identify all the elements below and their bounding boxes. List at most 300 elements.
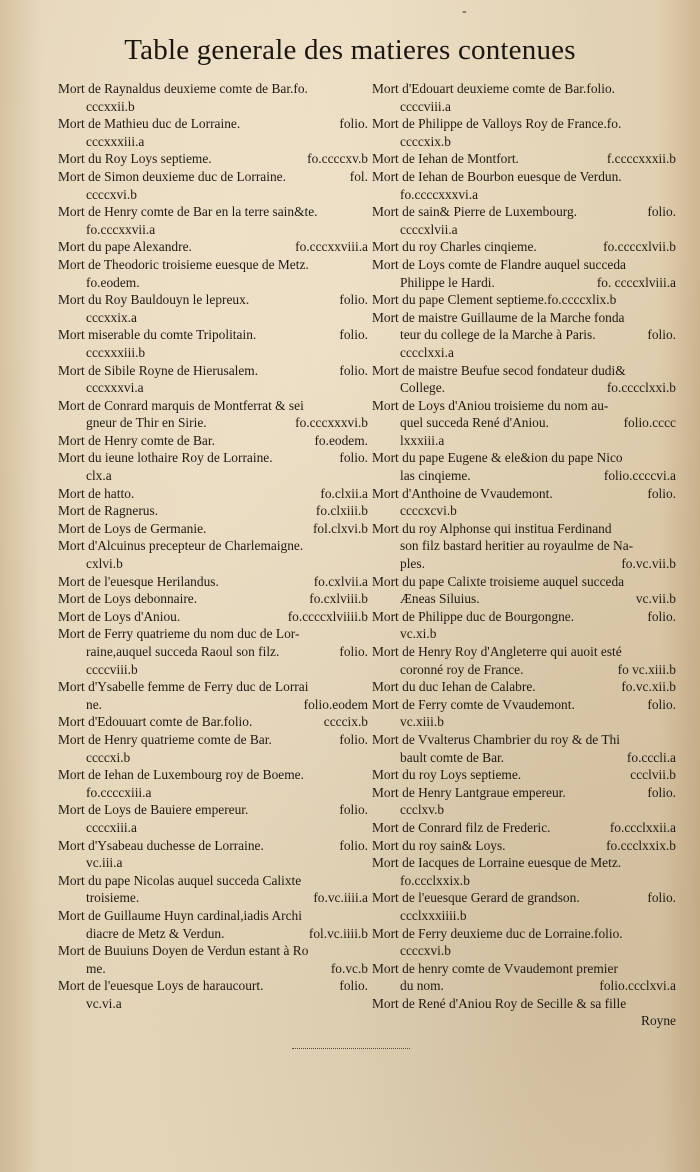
- entry-line: [58, 977, 368, 995]
- entry-line: [372, 678, 676, 696]
- entry-text: Mort de l'euesque Loys de haraucourt.: [58, 978, 264, 994]
- folio-reference: folio.: [647, 327, 676, 343]
- entry-text: Mort de Mathieu duc de Lorraine.: [58, 116, 241, 132]
- entry-text: ccccxlvii.a: [400, 221, 458, 237]
- entry-continuation-line: [372, 537, 676, 555]
- entry-line: [58, 203, 368, 221]
- folio-reference: folio.eodem: [303, 696, 368, 712]
- entry-continuation-line: [58, 784, 368, 802]
- entry-text: gneur de Thir en Sirie.: [86, 415, 207, 431]
- entry-continuation-line: [372, 977, 676, 995]
- entry-text: quel succeda René d'Aniou.: [400, 415, 549, 431]
- entry-text: Mort de Henry quatrieme comte de Bar.: [58, 731, 272, 747]
- entry-continuation-line: [58, 274, 368, 292]
- entry-text: Mort de Iehan de Luxembourg roy de Boeme.: [58, 767, 304, 783]
- folio-reference: folio.: [647, 696, 676, 712]
- entry-continuation-line: [372, 432, 676, 450]
- index-entry: [58, 731, 368, 766]
- entry-line: [58, 291, 368, 309]
- index-entry: [372, 925, 676, 960]
- folio-reference: fol.vc.iiii.b: [308, 925, 368, 941]
- folio-reference: fol.clxvi.b: [312, 520, 368, 536]
- entry-text: Mort de Loys d'Aniou troisieme du nom au-: [372, 397, 609, 413]
- entry-text: Mort du Roy Loys septieme.: [58, 151, 212, 167]
- entry-line: [58, 502, 368, 520]
- index-entry: [58, 291, 368, 326]
- entry-continuation-line: [58, 643, 368, 661]
- folio-reference: fo.cccli.a: [626, 749, 676, 765]
- folio-reference: fo.vc.iiii.a: [313, 890, 368, 906]
- index-entry: [372, 678, 676, 696]
- entry-line: [372, 643, 676, 661]
- entry-line: [372, 362, 676, 380]
- entry-text: Mort du pape Calixte troisieme auquel succeda: [372, 573, 625, 589]
- entry-text: Mort de Vvalterus Chambrier du roy & de Thi: [372, 731, 620, 747]
- index-entry: [372, 150, 676, 168]
- folio-reference: folio.: [647, 890, 676, 906]
- entry-text: Mort de Loys debonnaire.: [58, 591, 198, 607]
- entry-text: ccccviii.a: [400, 98, 451, 114]
- entry-continuation-line: [372, 555, 676, 573]
- index-entry: [58, 432, 368, 450]
- entry-continuation-line: [372, 133, 676, 151]
- entry-continuation-line: [58, 749, 368, 767]
- index-entry: [58, 115, 368, 150]
- entry-line: [58, 608, 368, 626]
- folio-reference: ccclvii.b: [630, 767, 676, 783]
- entry-text: Mort de Ragnerus.: [58, 503, 159, 519]
- index-entry: [58, 520, 368, 538]
- folio-reference: fo.vc.b: [330, 960, 368, 976]
- entry-text: Æneas Siluius.: [400, 591, 480, 607]
- entry-line: [372, 819, 676, 837]
- entry-line: [58, 80, 368, 98]
- entry-text: Mort de Sibile Royne de Hierusalem.: [58, 362, 259, 378]
- entry-text: Mort de l'euesque Gerard de grandson.: [372, 890, 580, 906]
- entry-line: [58, 625, 368, 643]
- entry-continuation-line: [58, 889, 368, 907]
- entry-continuation-line: [372, 713, 676, 731]
- entry-continuation-line: [372, 98, 676, 116]
- entry-text: College.: [400, 380, 445, 396]
- entry-continuation-line: [372, 625, 676, 643]
- entry-text: Mort de henry comte de Vvaudemont premier: [372, 960, 618, 976]
- entry-line: [58, 590, 368, 608]
- folio-reference: fo.clxii.a: [320, 485, 368, 501]
- entry-text: Mort du pape Alexandre.: [58, 239, 192, 255]
- entry-text: clx.a: [86, 468, 112, 484]
- entry-continuation-line: [372, 467, 676, 485]
- entry-text: Mort d'Ysabelle femme de Ferry duc de Lorrai: [58, 679, 309, 695]
- entry-continuation-line: [58, 995, 368, 1013]
- entry-line: [58, 362, 368, 380]
- entry-line: [372, 854, 676, 872]
- entry-line: [372, 309, 676, 327]
- entry-line: [372, 203, 676, 221]
- entry-text: cccxxix.a: [86, 309, 137, 325]
- index-entry: [372, 168, 676, 203]
- entry-line: [372, 520, 676, 538]
- entry-text: Mort de hatto.: [58, 485, 135, 501]
- folio-reference: folio.: [339, 327, 368, 343]
- entry-text: ples.: [400, 556, 425, 572]
- index-entry: [58, 397, 368, 432]
- index-entry: [58, 713, 368, 731]
- entry-text: ccccxvi.b: [400, 943, 451, 959]
- entry-line: [372, 485, 676, 503]
- entry-text: Mort de Theodoric troisieme euesque de Metz.: [58, 256, 309, 272]
- folio-reference: fol.: [349, 168, 368, 184]
- folio-reference: fo.ccclxxii.a: [609, 819, 676, 835]
- entry-text: ne.: [86, 696, 102, 712]
- entry-text: Mort d'Ysabeau duchesse de Lorraine.: [58, 837, 264, 853]
- index-entry: [58, 238, 368, 256]
- entry-continuation-line: [58, 854, 368, 872]
- index-entry: [58, 203, 368, 238]
- entry-text: cccxxii.b: [86, 98, 135, 114]
- entry-line: [372, 837, 676, 855]
- entry-text: du nom.: [400, 978, 444, 994]
- index-entry: [58, 942, 368, 977]
- entry-text: Philippe le Hardi.: [400, 274, 495, 290]
- entry-line: [58, 432, 368, 450]
- entry-text: Mort de sain& Pierre de Luxembourg.: [372, 204, 578, 220]
- entry-line: [372, 238, 676, 256]
- index-entry: [58, 678, 368, 713]
- entry-line: [372, 925, 676, 943]
- entry-continuation-line: [58, 467, 368, 485]
- entry-line: [58, 713, 368, 731]
- entry-text: Mort de Conrard filz de Frederic.: [372, 819, 551, 835]
- folio-reference: folio.ccccvi.a: [603, 468, 676, 484]
- folio-reference: folio.: [339, 802, 368, 818]
- entry-line: [58, 520, 368, 538]
- index-entry: [372, 362, 676, 397]
- entry-text: coronné roy de France.: [400, 661, 524, 677]
- folio-reference: folio.: [339, 837, 368, 853]
- entry-text: Mort de Philippe de Valloys Roy de France.fo.: [372, 116, 622, 132]
- index-entry: [372, 309, 676, 362]
- entry-text: vc.xi.b: [400, 626, 437, 642]
- folio-reference: fo.vc.vii.b: [621, 556, 676, 572]
- index-entry: [58, 502, 368, 520]
- entry-continuation-line: [372, 907, 676, 925]
- entry-continuation-line: [372, 1012, 676, 1030]
- folio-reference: folio.: [339, 362, 368, 378]
- entry-text: raine,auquel succeda Raoul son filz.: [86, 644, 280, 659]
- folio-reference: folio.: [339, 731, 368, 747]
- entry-line: [58, 449, 368, 467]
- index-entry: [58, 485, 368, 503]
- entry-continuation-line: [58, 960, 368, 978]
- entry-text: las cinqieme.: [400, 468, 471, 484]
- index-entry: [372, 784, 676, 819]
- index-entry: [372, 203, 676, 238]
- folio-reference: Royne: [641, 1013, 676, 1029]
- entry-line: [58, 801, 368, 819]
- entry-line: [58, 150, 368, 168]
- entry-text: vc.xiii.b: [400, 714, 444, 730]
- entry-continuation-line: [372, 186, 676, 204]
- folio-reference: folio.cccc: [623, 415, 676, 431]
- entry-continuation-line: [58, 98, 368, 116]
- entry-text: Mort du roy sain& Loys.: [372, 837, 506, 853]
- index-entry: [58, 573, 368, 591]
- entry-line: [58, 485, 368, 503]
- entry-line: [372, 115, 676, 133]
- index-entry: [58, 537, 368, 572]
- entry-text: Mort d'Edouuart comte de Bar.folio.: [58, 714, 253, 730]
- index-entry: [372, 643, 676, 678]
- entry-text: Mort de l'euesque Herilandus.: [58, 573, 219, 589]
- entry-text: Mort du pape Nicolas auquel succeda Calixte: [58, 872, 302, 888]
- folio-reference: fo.cxlvii.a: [313, 573, 368, 589]
- entry-line: [372, 291, 676, 309]
- entry-text: Mort de maistre Beufue secod fondateur dudi&: [372, 362, 626, 378]
- entry-continuation-line: [58, 819, 368, 837]
- entry-line: [372, 150, 676, 168]
- entry-text: cccclxxi.a: [400, 344, 454, 360]
- folio-reference: f.ccccxxxii.b: [606, 151, 676, 167]
- entry-text: vc.iii.a: [86, 855, 123, 871]
- index-entry: [372, 995, 676, 1030]
- entry-text: Mort du roy Alphonse qui institua Ferdinand: [372, 520, 612, 536]
- index-entry: [58, 256, 368, 291]
- index-entry: [58, 907, 368, 942]
- entry-text: Mort du ieune lothaire Roy de Lorraine.: [58, 450, 273, 466]
- entry-text: Mort de Loys comte de Flandre auquel succeda: [372, 256, 626, 272]
- entry-text: Mort du pape Clement septieme.fo.ccccxlix.b: [372, 292, 617, 308]
- entry-text: Mort de Ferry deuxieme duc de Lorraine.folio.: [372, 925, 623, 941]
- entry-text: cxlvi.b: [86, 556, 123, 572]
- entry-continuation-line: [58, 414, 368, 432]
- entry-text: fo.ccccxiii.a: [86, 784, 152, 800]
- index-entry: [372, 960, 676, 995]
- index-entry: [58, 837, 368, 872]
- index-entry: [58, 977, 368, 1012]
- entry-text: diacre de Metz & Verdun.: [86, 925, 225, 941]
- folio-reference: folio.: [339, 116, 368, 132]
- entry-continuation-line: [372, 379, 676, 397]
- index-entry: [372, 766, 676, 784]
- entry-text: Mort de Loys de Bauiere empereur.: [58, 802, 249, 818]
- folio-reference: fo.ccclxxix.b: [606, 837, 676, 853]
- index-entry: [58, 766, 368, 801]
- entry-text: Mort de Conrard marquis de Montferrat & sei: [58, 397, 304, 413]
- entry-text: bault comte de Bar.: [400, 749, 505, 765]
- entry-text: Mort du duc Iehan de Calabre.: [372, 679, 536, 695]
- folio-reference: folio.: [339, 450, 368, 466]
- entry-line: [372, 995, 676, 1013]
- entry-text: Mort miserable du comte Tripolitain.: [58, 327, 257, 343]
- entry-text: Mort de Henry Lantgraue empereur.: [372, 784, 566, 800]
- entry-text: Mort de Henry Roy d'Angleterre qui auoit esté: [372, 644, 622, 659]
- index-entry: [372, 449, 676, 484]
- entry-text: Mort de Henry comte de Bar.: [58, 432, 215, 448]
- entry-text: cccxxxiii.a: [86, 133, 145, 149]
- entry-line: [372, 573, 676, 591]
- folio-reference: folio.: [647, 204, 676, 220]
- entry-text: Mort de Iehan de Bourbon euesque de Verdun.: [372, 168, 622, 184]
- index-entry: [58, 326, 368, 361]
- folio-reference: folio.: [339, 978, 368, 994]
- entry-text: Mort d'Edouart deuxieme comte de Bar.folio.: [372, 81, 616, 96]
- folio-reference: folio.: [339, 644, 368, 659]
- entry-continuation-line: [372, 872, 676, 890]
- entry-line: [372, 731, 676, 749]
- entry-continuation-line: [372, 661, 676, 679]
- entry-text: ccccxiii.a: [86, 819, 137, 835]
- entry-continuation-line: [58, 186, 368, 204]
- entry-text: me.: [86, 960, 106, 976]
- entry-line: [58, 326, 368, 344]
- entry-continuation-line: [372, 274, 676, 292]
- entry-text: cccxxxiii.b: [86, 344, 146, 360]
- index-entry: [372, 819, 676, 837]
- entry-text: Mort de Raynaldus deuxieme comte de Bar.fo.: [58, 81, 308, 96]
- folio-reference: fo.cccclxxi.b: [606, 380, 676, 396]
- entry-text: Mort de Henry comte de Bar en la terre sain&te.: [58, 204, 318, 220]
- entry-line: [372, 696, 676, 714]
- entry-line: [58, 837, 368, 855]
- entry-line: [58, 537, 368, 555]
- entry-line: [372, 960, 676, 978]
- index-entry: [58, 872, 368, 907]
- entry-text: fo.eodem.: [86, 274, 140, 290]
- entry-continuation-line: [372, 801, 676, 819]
- folio-reference: vc.vii.b: [635, 591, 676, 607]
- entry-text: Mort de Philippe duc de Bourgongne.: [372, 608, 575, 624]
- entry-continuation-line: [58, 133, 368, 151]
- entry-text: ccclxxxiiii.b: [400, 907, 467, 923]
- entry-text: lxxxiii.a: [400, 432, 445, 448]
- index-entry: [58, 168, 368, 203]
- entry-continuation-line: [58, 925, 368, 943]
- index-entry: [372, 80, 676, 115]
- entry-text: Mort du roy Charles cinqieme.: [372, 239, 537, 255]
- entry-continuation-line: [372, 749, 676, 767]
- folio-reference: fo.cccxxviii.a: [295, 239, 368, 255]
- entry-text: Mort de Loys de Germanie.: [58, 520, 207, 536]
- folio-reference: fo.ccccxv.b: [307, 151, 368, 167]
- entry-text: Mort de Iacques de Lorraine euesque de Metz.: [372, 855, 622, 871]
- index-entry: [372, 520, 676, 573]
- entry-text: ccccxix.b: [400, 133, 451, 149]
- index-entry: [372, 115, 676, 150]
- folio-reference: fo. ccccxlviii.a: [596, 274, 676, 290]
- entry-text: ccccxcvi.b: [400, 503, 457, 519]
- entry-line: [372, 784, 676, 802]
- entry-line: [372, 80, 676, 98]
- folio-reference: fo.ccccxlviiii.b: [287, 608, 368, 624]
- entry-continuation-line: [372, 326, 676, 344]
- left-column: [58, 80, 368, 1012]
- folio-reference: ccccix.b: [323, 714, 368, 730]
- entry-line: [58, 573, 368, 591]
- index-entry: [58, 362, 368, 397]
- entry-line: [58, 168, 368, 186]
- entry-text: Mort d'Anthoine de Vvaudemont.: [372, 485, 553, 501]
- entry-text: Mort de maistre Guillaume de la Marche fonda: [372, 309, 625, 325]
- right-column: [372, 80, 676, 1030]
- entry-text: Mort de Iehan de Montfort.: [372, 151, 519, 167]
- entry-continuation-line: [58, 309, 368, 327]
- index-entry: [372, 573, 676, 608]
- folio-reference: fo.vc.xii.b: [621, 679, 676, 695]
- entry-line: [372, 256, 676, 274]
- entry-text: son filz bastard heritier au royaulme de Na-: [400, 538, 634, 554]
- folio-reference: folio.: [647, 485, 676, 501]
- entry-line: [372, 766, 676, 784]
- entry-text: teur du college de la Marche à Paris.: [400, 327, 596, 343]
- entry-line: [372, 889, 676, 907]
- entry-line: [58, 397, 368, 415]
- entry-line: [372, 168, 676, 186]
- entry-text: ccclxv.b: [400, 802, 445, 818]
- entry-continuation-line: [58, 696, 368, 714]
- entry-continuation-line: [372, 502, 676, 520]
- entry-text: Mort de Simon deuxieme duc de Lorraine.: [58, 168, 286, 184]
- index-entry: [372, 731, 676, 766]
- entry-text: fo.cccxxvii.a: [86, 221, 156, 237]
- index-entry: [372, 608, 676, 643]
- index-entry: [372, 696, 676, 731]
- index-entry: [372, 889, 676, 924]
- entry-text: ccccxi.b: [86, 749, 131, 765]
- entry-continuation-line: [372, 590, 676, 608]
- entry-line: [372, 608, 676, 626]
- index-entry: [372, 485, 676, 520]
- folio-reference: folio.: [647, 784, 676, 800]
- folio-reference: fo.cccxxxvi.b: [295, 415, 368, 431]
- entry-text: fo.ccclxxix.b: [400, 872, 470, 888]
- entry-line: [372, 449, 676, 467]
- index-entry: [372, 837, 676, 855]
- entry-line: [58, 115, 368, 133]
- entry-line: [58, 907, 368, 925]
- index-entry: [58, 608, 368, 626]
- folio-reference: fo.eodem.: [314, 432, 368, 448]
- entry-text: ccccviii.b: [86, 661, 138, 677]
- folio-reference: fo.cxlviii.b: [309, 591, 368, 607]
- index-entry: [372, 238, 676, 256]
- entry-text: Mort de Buuiuns Doyen de Verdun estant à Ro: [58, 943, 309, 959]
- entry-line: [58, 256, 368, 274]
- entry-text: cccxxxvi.a: [86, 380, 144, 396]
- folio-reference: fo vc.xiii.b: [617, 661, 676, 677]
- folio-reference: folio.: [647, 608, 676, 624]
- index-entry: [372, 291, 676, 309]
- page-title: Table generale des matieres contenues: [124, 34, 576, 66]
- entry-text: Mort d'Alcuinus precepteur de Charlemaigne.: [58, 538, 304, 554]
- entry-continuation-line: [58, 221, 368, 239]
- entry-continuation-line: [372, 344, 676, 362]
- entry-line: [58, 766, 368, 784]
- entry-continuation-line: [58, 555, 368, 573]
- index-entry: [372, 397, 676, 450]
- entry-text: troisieme.: [86, 890, 140, 906]
- entry-text: Mort du Roy Bauldouyn le lepreux.: [58, 292, 250, 308]
- entry-text: Mort du roy Loys septieme.: [372, 767, 522, 783]
- entry-text: Mort de Ferry comte de Vvaudemont.: [372, 696, 575, 712]
- entry-continuation-line: [58, 661, 368, 679]
- entry-line: [372, 397, 676, 415]
- entry-continuation-line: [58, 379, 368, 397]
- folio-reference: fo.ccccxlvii.b: [603, 239, 676, 255]
- entry-continuation-line: [372, 942, 676, 960]
- folio-reference: folio.ccclxvi.a: [599, 978, 676, 994]
- entry-text: Mort du pape Eugene & ele&ion du pape Nico: [372, 450, 623, 466]
